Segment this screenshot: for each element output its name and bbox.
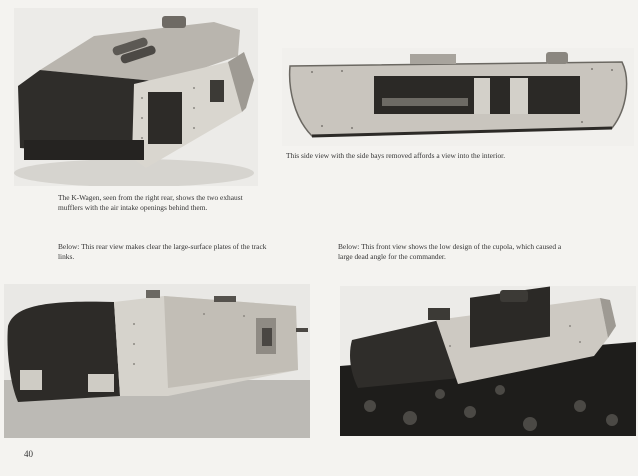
photo-right-rear-view bbox=[14, 8, 258, 186]
k-wagen-right-rear-image bbox=[14, 8, 258, 186]
photo-rear-view bbox=[4, 284, 310, 438]
photo-front-view bbox=[340, 286, 636, 436]
k-wagen-front-image bbox=[340, 286, 636, 436]
k-wagen-side-image bbox=[282, 48, 634, 146]
page-number: 40 bbox=[24, 449, 33, 459]
caption-front-view: Below: This front view shows the low design of the cupola, which caused a large dead angle for the commander. bbox=[338, 242, 562, 261]
photo-side-view bbox=[282, 48, 634, 146]
caption-right-rear-view: The K-Wagen, seen from the right rear, shows the two exhaust mufflers with the air intake openings behind them. bbox=[58, 193, 243, 212]
caption-side-view: This side view with the side bays removed affords a view into the interior. bbox=[286, 151, 506, 160]
caption-rear-view: Below: This rear view makes clear the large-surface plates of the track links. bbox=[58, 242, 267, 261]
k-wagen-rear-image bbox=[4, 284, 310, 438]
